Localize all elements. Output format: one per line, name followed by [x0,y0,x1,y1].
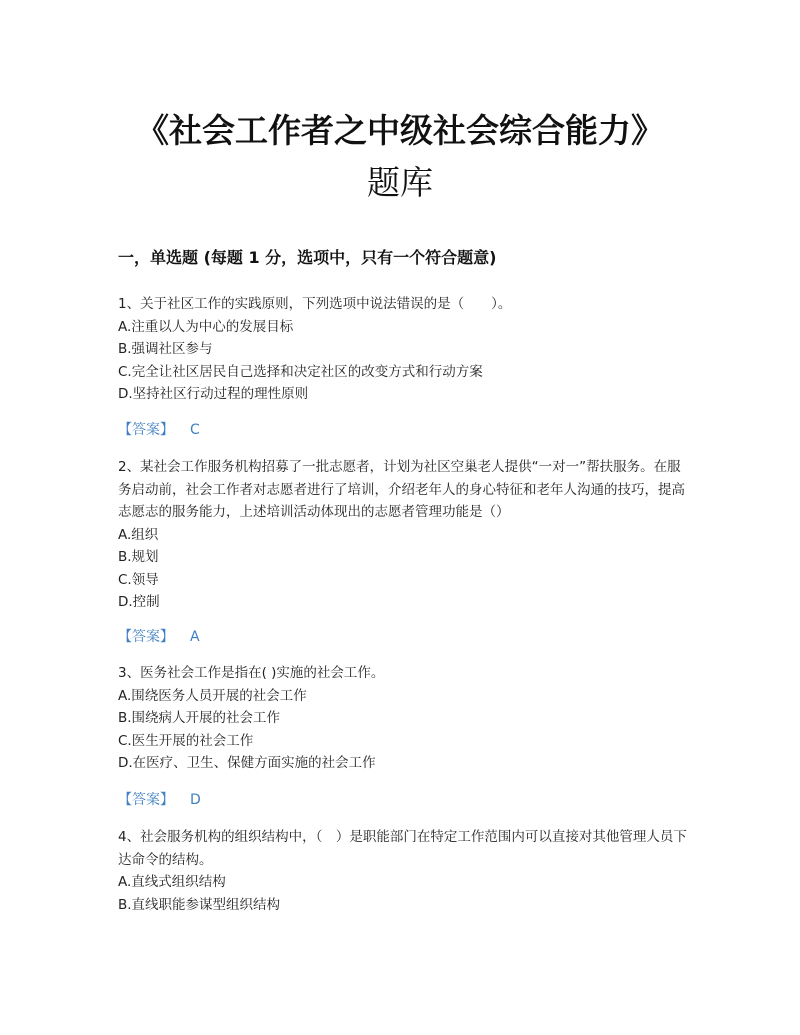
answer-label: 【答案】 [118,629,174,645]
answer-value: C [190,422,200,438]
answer-label: 【答案】 [118,792,174,808]
question-2-option-d: D.控制 [118,594,160,610]
question-3-option-b: B.围绕病人开展的社会工作 [118,710,281,726]
question-4-option-b: B.直线职能参谋型组织结构 [118,896,281,913]
answer-label: 【答案】 [118,422,174,438]
question-4 [118,826,688,916]
question-3-option-d: D.在医疗、卫生、保健方面实施的社会工作 [118,755,376,771]
question-2-option-a: A.组织 [118,526,159,543]
question-2-text: 2、某社会工作服务机构招募了一批志愿者，计划为社区空巢老人提供“一对一”帮扶服务。在服务启动前，社会工作者对志愿者进行了培训，介绍老年人的身心特征和老年人沟通的技巧，提高志愿志的服务能力，上述培训活动体现出的志愿者管理功能是（） [118,459,685,520]
question-3-option-c: C.医生开展的社会工作 [118,732,254,749]
question-3 [118,662,688,775]
question-1-option-b: B.强调社区参与 [118,341,213,357]
question-3-answer [118,789,201,811]
question-2-answer [118,626,200,648]
question-2-option-b: B.规划 [118,549,159,565]
question-1-answer [118,419,200,441]
document-title-line2: 题库 [367,163,433,202]
question-3-option-a: A.围绕医务人员开展的社会工作 [118,687,307,704]
question-2-option-c: C.领导 [118,571,159,588]
section-heading: 一，单选题 (每题 1 分，选项中，只有一个符合题意) [118,248,497,267]
question-3-text: 3、医务社会工作是指在( )实施的社会工作。 [118,665,385,681]
answer-value: D [190,792,201,808]
question-2 [118,456,688,614]
question-1-option-a: A.注重以人为中心的发展目标 [118,318,294,335]
question-1-option-d: D.坚持社区行动过程的理性原则 [118,386,309,402]
question-4-option-a: A.直线式组织结构 [118,874,226,890]
question-4-text: 4、社会服务机构的组织结构中，（ ）是职能部门在特定工作范围内可以直接对其他管理人员下达命令的结构。 [118,829,687,868]
question-1-text: 1、关于社区工作的实践原则，下列选项中说法错误的是（ ）。 [118,296,512,312]
answer-value: A [190,629,200,645]
question-1-option-c: C.完全让社区居民自己选择和决定社区的改变方式和行动方案 [118,363,483,380]
question-1 [118,293,688,406]
document-title-line1: 《社会工作者之中级社会综合能力》 [136,111,664,150]
